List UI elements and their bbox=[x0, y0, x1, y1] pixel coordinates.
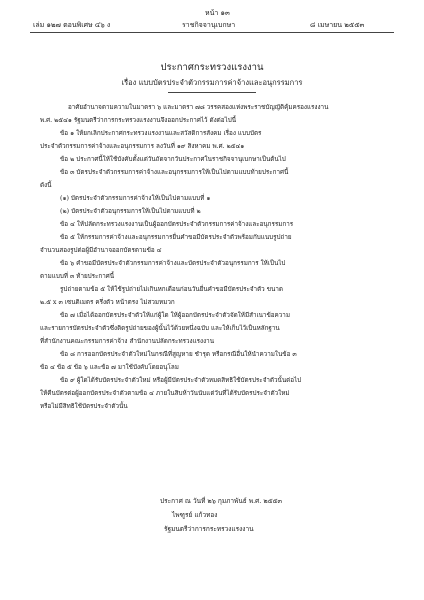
document-subject: เรื่อง แบบบัตรประจำตัวกรรมการค่าจ้างและอนุกรรมการ bbox=[121, 78, 303, 87]
body-line: อาศัยอำนาจตามความในมาตรา ๖ และมาตรา ๗๘ วรรคสองแห่งพระราชบัญญัติคุ้มครองแรงงาน bbox=[68, 104, 329, 111]
body-line: ดังนี้ bbox=[40, 182, 52, 189]
body-line: ประจำตัวกรรมการค่าจ้างและอนุกรรมการ ลงวันที่ ๑๙ สิงหาคม พ.ศ. ๒๕๔๑ bbox=[40, 143, 245, 150]
announcement-date: ประกาศ ณ วันที่ ๒๖ กุมภาพันธ์ พ.ศ. ๒๕๕๓ bbox=[160, 497, 282, 505]
gazette-header bbox=[0, 6, 424, 42]
body-line: ข้อ ๒ ประกาศนี้ให้ใช้บังคับตั้งแต่วันถัดจากวันประกาศในราชกิจจานุเบกษาเป็นต้นไป bbox=[60, 156, 286, 163]
signatory-name: ไพฑูรย์ แก้วทอง bbox=[172, 511, 218, 519]
signatory-position: รัฐมนตรีว่าการกระทรวงแรงงาน bbox=[164, 525, 254, 533]
body-line: ที่สำนักงานคณะกรรมการค่าจ้าง สำนักงานปลัดกระทรวงแรงงาน bbox=[40, 338, 215, 345]
body-line: ข้อ ๙ ผู้ใดได้รับบัตรประจำตัวใหม่ หรือผู้มีบัตรประจำตัวหมดสิทธิใช้บัตรประจำตัวนั้นต่อไป bbox=[60, 377, 302, 384]
body-line: ข้อ ๔ ข้อ ๕ ข้อ ๖ และข้อ ๗ มาใช้บังคับโดยอนุโลม bbox=[40, 364, 179, 371]
signature-block bbox=[160, 494, 390, 536]
volume-info: เล่ม ๑๒๗ ตอนพิเศษ ๔๖ ง bbox=[33, 21, 111, 29]
body-line: จำนวนสองรูปต่อผู้มีอำนาจออกบัตรตามข้อ ๔ bbox=[40, 247, 162, 254]
body-line: และรายการบัตรประจำตัวซึ่งติดรูปถ่ายของผู้นั้นไว้ด้วยหนึ่งฉบับ และให้เก็บไว้เป็นหลักฐาน bbox=[40, 325, 280, 332]
body-line: รูปถ่ายตามข้อ ๕ ให้ใช้รูปถ่ายไม่เกินหกเดือนก่อนวันยื่นคำขอมีบัตรประจำตัว ขนาด bbox=[60, 286, 283, 293]
page-number: หน้า ๑๓ bbox=[205, 9, 230, 17]
body-line: (๒) บัตรประจำตัวอนุกรรมการให้เป็นไปตามแบบที่ ๒ bbox=[60, 208, 201, 215]
body-line: ข้อ ๔ ให้ปลัดกระทรวงแรงงานเป็นผู้ออกบัตรประจำตัวกรรมการค่าจ้างและอนุกรรมการ bbox=[60, 221, 294, 228]
body-line: ข้อ ๑ ให้ยกเลิกประกาศกระทรวงแรงงานและสวัสดิการสังคม เรื่อง แบบบัตร bbox=[60, 130, 262, 137]
gazette-name: ราชกิจจานุเบกษา bbox=[182, 21, 236, 29]
body-line: ให้คืนบัตรต่อผู้ออกบัตรประจำตัวตามข้อ ๔ ภายในสิบห้าวันนับแต่วันที่ได้รับบัตรประจำตัวใหม่ bbox=[40, 390, 290, 397]
body-line: ข้อ ๓ บัตรประจำตัวกรรมการค่าจ้างและอนุกรรมการให้เป็นไปตามแบบท้ายประกาศนี้ bbox=[60, 169, 289, 176]
body-line: ข้อ ๘ การออกบัตรประจำตัวใหม่ในกรณีที่สูญหาย ชำรุด หรือกรณีอื่นให้นำความในข้อ ๓ bbox=[60, 351, 297, 358]
document-body bbox=[40, 101, 392, 413]
publication-date: ๘ เมษายน ๒๕๕๓ bbox=[310, 21, 365, 29]
title-separator bbox=[168, 92, 256, 93]
body-line: (๑) บัตรประจำตัวกรรมการค่าจ้างให้เป็นไปตามแบบที่ ๑ bbox=[60, 195, 211, 202]
body-line: ๒.๕ x ๓ เซนติเมตร ครึ่งตัว หน้าตรง ไม่สวมหมวก bbox=[40, 299, 175, 306]
body-line: ข้อ ๕ ให้กรรมการค่าจ้างและอนุกรรมการยื่นคำขอมีบัตรประจำตัวพร้อมกับแนบรูปถ่าย bbox=[60, 234, 292, 241]
body-line: ข้อ ๖ คำขอมีบัตรประจำตัวกรรมการค่าจ้างและบัตรประจำตัวอนุกรรมการ ให้เป็นไป bbox=[60, 260, 286, 267]
body-line: ข้อ ๗ เมื่อได้ออกบัตรประจำตัวให้แก่ผู้ใด ให้ผู้ออกบัตรประจำตัวจัดให้มีสำเนาข้อความ bbox=[60, 312, 290, 319]
document-title: ประกาศกระทรวงแรงงาน bbox=[160, 62, 264, 73]
body-line: พ.ศ. ๒๕๔๑ รัฐมนตรีว่าการกระทรวงแรงงานจึงออกประกาศไว้ ดังต่อไปนี้ bbox=[40, 117, 237, 124]
header-rule bbox=[30, 32, 394, 33]
body-line: ตามแบบที่ ๓ ท้ายประกาศนี้ bbox=[40, 273, 115, 280]
body-line: หรือไม่มีสิทธิใช้บัตรประจำตัวนั้น bbox=[40, 403, 128, 410]
